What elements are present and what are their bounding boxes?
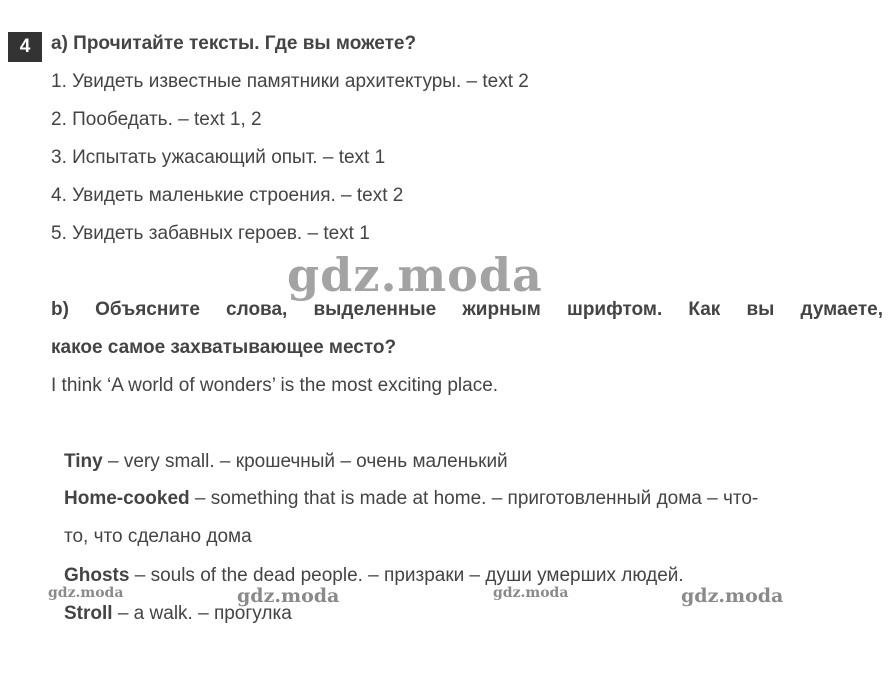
watermark-small-1: gdz.moda xyxy=(48,585,124,601)
task-number-badge: 4 xyxy=(8,32,42,62)
answer-5: 5. Увидеть забавных героев. – text 1 xyxy=(51,223,370,244)
part-b-heading-line1: b) Объясните слова, выделенные жирным шрифтом. Как вы думаете, xyxy=(51,299,883,320)
answer-3: 3. Испытать ужасающий опыт. – text 1 xyxy=(51,147,386,168)
vocab-definition: – souls of the dead people. – призраки – души умерших людей. xyxy=(129,565,684,586)
vocab-word: Stroll xyxy=(64,603,113,624)
vocab-definition: – a walk. – прогулка xyxy=(112,603,292,624)
vocab-entry-home-cooked xyxy=(64,488,758,510)
vocab-definition: – something that is made at home. – приготовленный дома – что- xyxy=(189,488,759,509)
watermark-main: gdz.moda xyxy=(287,248,543,302)
part-a-heading: a) Прочитайте тексты. Где вы можете? xyxy=(51,33,417,54)
vocab-definition: то, что сделано дома xyxy=(64,526,252,547)
vocab-word: Home-cooked xyxy=(64,488,190,509)
watermark-small-2: gdz.moda xyxy=(237,585,340,607)
vocab-entry-stroll xyxy=(64,603,292,625)
answer-1: 1. Увидеть известные памятники архитектуры. – text 2 xyxy=(51,71,529,92)
part-b-answer: I think ‘A world of wonders’ is the most exciting place. xyxy=(51,375,499,396)
vocab-entry-ghosts xyxy=(64,565,684,587)
answer-2: 2. Пообедать. – text 1, 2 xyxy=(51,109,262,130)
watermark-small-4: gdz.moda xyxy=(681,585,784,607)
vocab-entry-continuation xyxy=(64,526,252,548)
watermark-small-3: gdz.moda xyxy=(493,585,569,601)
vocab-definition: – very small. – крошечный – очень маленький xyxy=(102,451,508,472)
vocab-word: Tiny xyxy=(64,451,103,472)
vocab-word: Ghosts xyxy=(64,565,130,586)
answer-4: 4. Увидеть маленькие строения. – text 2 xyxy=(51,185,404,206)
part-b-heading-line2: какое самое захватывающее место? xyxy=(51,337,397,358)
vocab-entry-tiny xyxy=(64,451,508,473)
